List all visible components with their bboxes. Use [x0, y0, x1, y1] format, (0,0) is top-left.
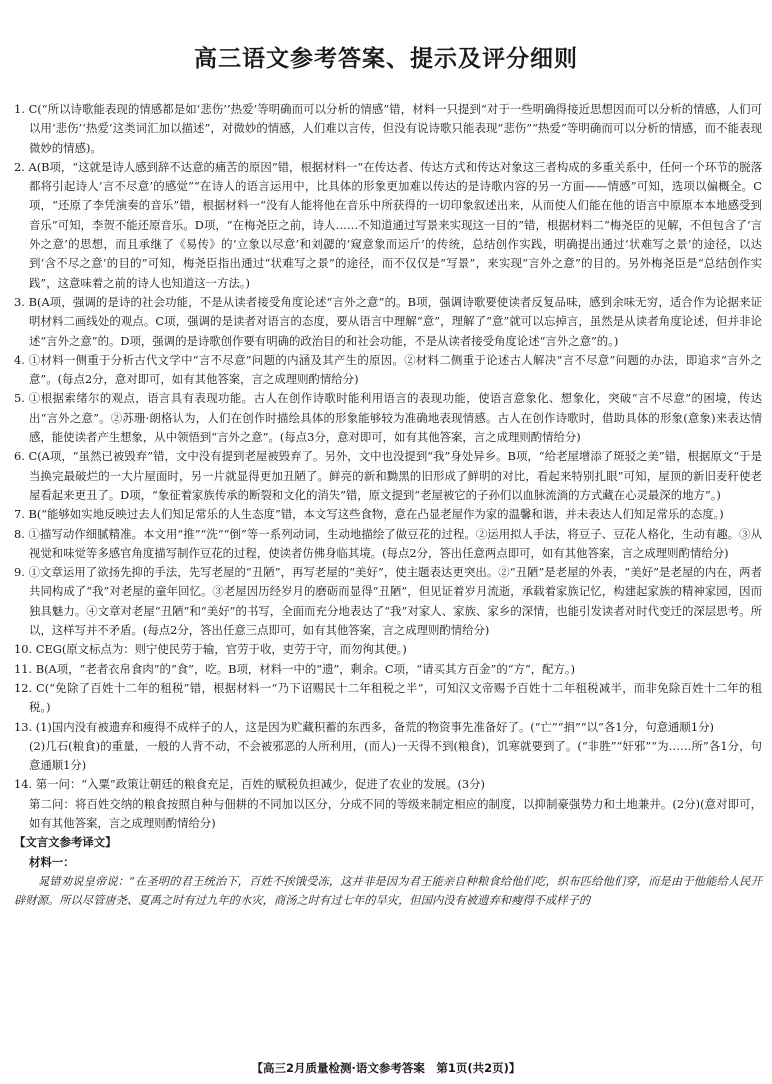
answer-list [14, 100, 762, 910]
answer-item-6: 6. C(A项，“虽然已被毁弃”错，文中没有提到老屋被毁弃了。另外，文中也没提到“我”身处异乡。B项，“给老屋增添了斑驳之美”错，根据原文“于是当换完最破烂的一大片屋面时，另一片就显得更加丑陋了。鲜亮的新和黝黑的旧形成了鲜明的对比，看起来特别扎眼”可知，屋顶的新旧麦秆使老屋看起来更丑了。D项，“象征着家族传承的断裂和文化的消失”错，原文提到“老屋被它的子孙们以血脉流淌的方式藏在心灵最深的地方”。) [14, 449, 762, 502]
answer-item-14-part2: 第二问：将百姓交纳的粮食按照自种与佃耕的不同加以区分，分成不同的等级来制定相应的制度，以抑制豪强势力和土地兼并。(2分)(意对即可，如有其他答案，言之成理则酌情给分) [29, 796, 762, 830]
answer-item-11: 11. B(A项，“老者衣帛食肉”的“食”，吃。B项，材料一中的“遗”，剩余。C项，“请买其方百金”的“方”，配方。) [14, 661, 576, 676]
answer-item-9: 9. ①文章运用了欲扬先抑的手法，先写老屋的“丑陋”，再写老屋的“美好”，使主题表达更突出。②“丑陋”是老屋的外表，“美好”是老屋的内在，两者共同构成了“我”对老屋的童年回忆。③老屋因历经岁月的磨砺而显得“丑陋”，但见证着岁月流逝，承载着家族记忆，构建起家族的精神家园，因而独具魅力。④文章对老屋“丑陋”和“美好”的书写，全面而充分地表达了“我”对家人、家族、家乡的深情，也能引发读者对时代变迁的深层思考。所以，这样写并不矛盾。(每点2分，答出任意三点即可，如有其他答案，言之成理则酌情给分) [14, 565, 762, 638]
answer-item-2: 2. A(B项，“这就是诗人感到辞不达意的痛苦的原因”错，根据材料一“在传达者、传达方式和传达对象这三者构成的多重关系中，任何一个环节的脱落都将引起诗人‘言不尽意’的感觉”“在诗人的语言运用中，比具体的形象更加难以传达的是诗歌内容的另一方面——情感”可知，选项以偏概全。C项，“还原了李凭演奏的音乐”错，根据材料一“没有人能将他在音乐中所获得的一切印象叙述出来，从而使人们能在他的语言中原原本本地感受到音乐”可知，李贺不能还原音乐。D项，“在梅尧臣之前，诗人……不知道通过写景来实现这一目的”错，根据材料二“梅尧臣的见解，不但包含了‘言外之意’的思想，而且承继了《易传》的‘立象以尽意’和刘勰的‘窥意象而运斤’的传统，总结创作实践，明确提出通过‘状难写之景’的途径，以达到‘含不尽之意’的目的”可知，梅尧臣指出通过“状难写之景”的途径，而不仅仅是“写景”，来实现“言外之意”的目的。另外梅尧臣是“总结创作实践”，这意味着之前的诗人也知道这一方法。) [14, 159, 762, 290]
answer-item-12: 12. C(“免除了百姓十二年的租税”错，根据材料一“乃下诏赐民十二年租税之半”，可知汉文帝赐予百姓十二年租税减半，而非免除百姓十二年的租税。) [14, 680, 762, 715]
document-title: 高三语文参考答案、提示及评分细则 [194, 46, 578, 72]
answer-item-1: 1. C(“所以诗歌能表现的情感都是如‘悲伤’‘热爱’等明确而可以分析的情感”错，材料一只提到“对于一些明确得接近思想因而可以分析的情感，人们可以用‘悲伤’‘热爱’这类词汇加以描述”，对微妙的情感，人们难以言传，但没有说诗歌只能表现“悲伤”“热爱”等明确而可以分析的情感，而不能表现微妙的情感)。 [14, 102, 762, 155]
answer-item-14-part1: 14. 第一问：“入粟”政策让朝廷的粮食充足，百姓的赋税负担减少，促进了农业的发展。(3分) [14, 777, 485, 792]
answer-item-13-part2: (2)几石(粮食)的重量，一般的人背不动，不会被邪恶的人所利用，(而人)一天得不到(粮食)，饥寒就要到了。(“非胜”“奸邪”“为……所”各1分，句意通顺1分) [29, 738, 762, 773]
answer-item-5: 5. ①根据索绪尔的观点，语言具有表现功能。古人在创作诗歌时能利用语言的表现功能，使语言意象化、想象化，突破“言不尽意”的困境，传达出“言外之意”。②苏珊·朗格认为，人们在创作时描绘具体的形象能够较为准确地表现情感。古人在创作诗歌时，借助具体的形象(意象)来表达情感，能使读者产生想象，从中领悟到“言外之意”。(每点3分，意对即可，如有其他答案，言之成理则酌情给分) [14, 391, 762, 445]
answer-item-13-part1: 13. (1)国内没有被遗弃和瘦得不成样子的人，这是因为贮藏积蓄的东西多，备荒的物资事先准备好了。(“亡”“捐”“以”各1分，句意通顺1分) [14, 719, 714, 734]
page-footer: 【高三2月质量检测·语文参考答案 第1页(共2页)】 [251, 1061, 521, 1075]
answer-item-3: 3. B(A项，强调的是诗的社会功能，不是从读者接受角度论述“言外之意”的。B项，强调诗歌要使读者反复品味，感到余味无穷，适合作为论据来证明材料二画线处的观点。C项，强调的是读者对语言的态度，要从语言中理解“意”，理解了“意”就可以忘掉言，虽然是从读者角度论述，但并非论述“言外之意”的。D项，强调的是诗歌创作要有明确的政治目的和社会功能，不是从读者接受角度论述“言外之意”的。) [14, 294, 762, 348]
answer-item-7: 7. B(“能够如实地反映过去人们知足常乐的人生态度”错，本文写这些食物，意在凸显老屋作为家的温馨和谐，并未表达人们知足常乐的态度。) [14, 507, 724, 522]
material-label: 材料一： [29, 854, 75, 869]
answer-item-4: 4. ①材料一侧重于分析古代文学中“言不尽意”问题的内涵及其产生的原因。②材料二侧重于论述古人解决“言不尽意”问题的办法，即追求“言外之意”。(每点2分，意对即可，如有其他答案，言之成理则酌情给分) [14, 352, 762, 387]
answer-item-10: 10. CEG(原文标点为：则宁使民劳于输，官劳于收，吏劳于守，而勿徇其便。) [14, 642, 407, 657]
translation-heading: 【文言文参考译文】 [14, 835, 117, 850]
material-translation-text: 晁错劝说皇帝说：“在圣明的君王统治下，百姓不挨饿受冻，这并非是因为君王能亲自种粮食给他们吃，织布匹给他们穿，而是由于他能给人民开辟财源。所以尽管唐尧、夏禹之时有过九年的水灾，商汤之时有过七年的旱灾，但国内没有被遗弃和瘦得不成样子的 [14, 874, 762, 908]
answer-item-8: 8. ①描写动作细腻精准。本文用“推”“洗”“倒”等一系列动词，生动地描绘了做豆花的过程。②运用拟人手法，将豆子、豆花人格化，生动有趣。③从视觉和味觉等多感官角度描写制作豆花的过程，使读者仿佛身临其境。(每点2分，答出任意两点即可，如有其他答案，言之成理则酌情给分) [14, 526, 762, 560]
